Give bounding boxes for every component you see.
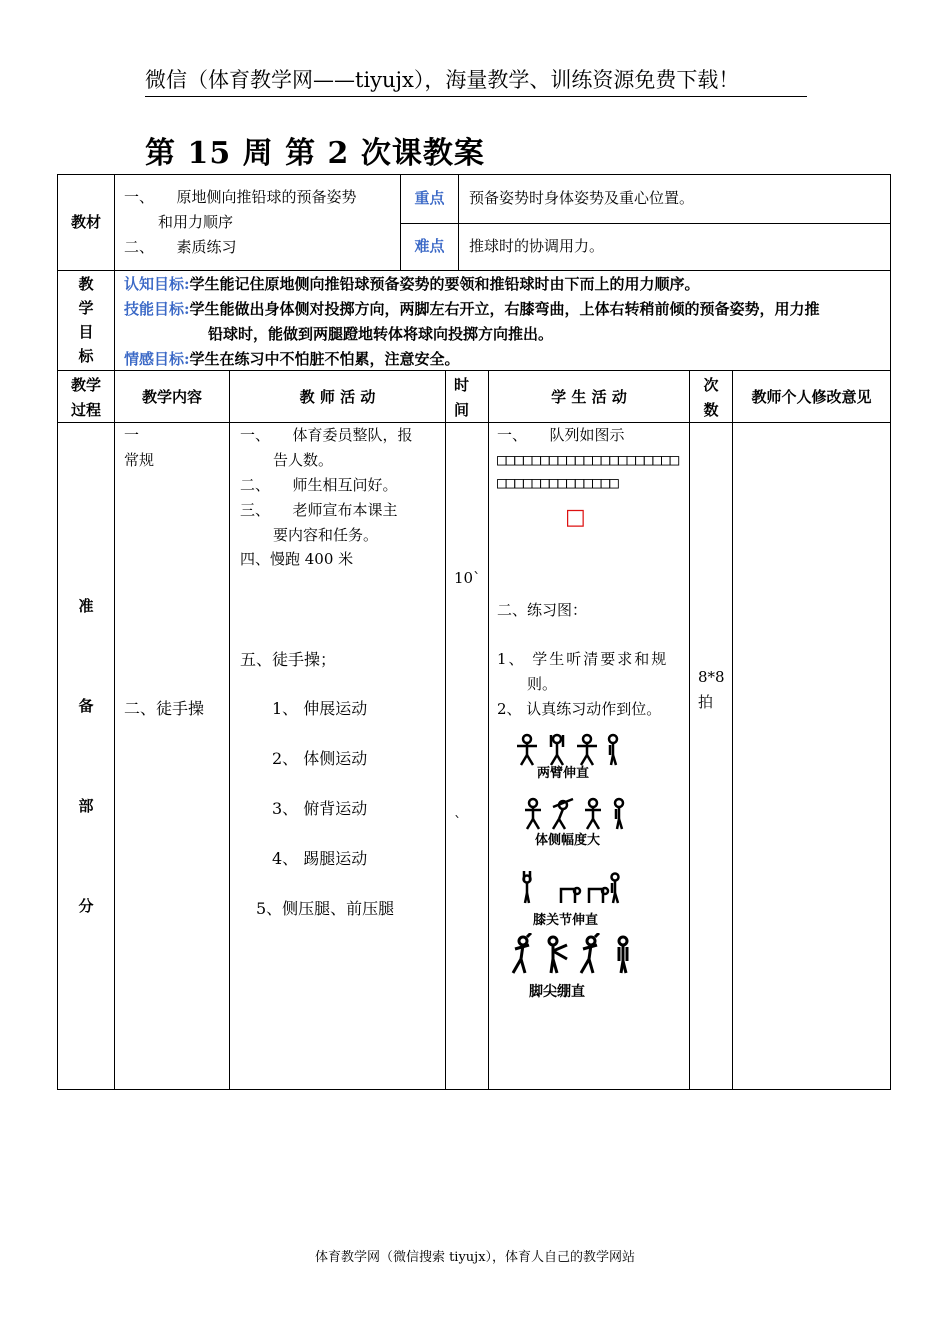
teacher-step-2: 二、 师生相互问好。 <box>240 476 398 494</box>
cognitive-objective: 认知目标:学生能记住原地侧向推铅球预备姿势的要领和推铅球时由下而上的用力顺序。 <box>124 275 700 293</box>
exercise-4: 4、 踢腿运动 <box>272 849 368 868</box>
content-item-2: 二、徒手操 <box>124 699 205 718</box>
col-count: 次 数 <box>703 376 719 419</box>
teacher-step-1-cont: 告人数。 <box>273 451 334 469</box>
content-item-1: 一 <box>124 426 140 444</box>
exercise-figure-2 <box>523 797 633 831</box>
materials-label: 教材 <box>70 213 101 231</box>
section-label-3: 部 <box>78 797 94 815</box>
exercise-2: 2、 体侧运动 <box>272 749 368 768</box>
formation-row-1: □□□□□□□□□□□□□□□□□□□□□ <box>497 450 679 469</box>
student-step-3: 1、 学生听清要求和规 <box>497 650 669 668</box>
student-step-3-cont: 则。 <box>527 675 558 693</box>
footer: 体育教学网（微信搜索 tiyujx），体育人自己的教学网站 <box>314 1250 636 1265</box>
skill-objective-cont: 铅球时，能做到两腿蹬地转体将球向投掷方向推出。 <box>208 325 554 343</box>
affective-objective: 情感目标:学生在练习中不怕脏不怕累，注意安全。 <box>124 350 460 368</box>
count-value: 8*8 <box>698 668 725 686</box>
teacher-step-4: 四、慢跑 400 米 <box>240 550 354 568</box>
difficulty-label: 难点 <box>414 237 445 255</box>
exercise-5: 5、侧压腿、前压腿 <box>256 899 395 918</box>
difficulty-text: 推球时的协调用力。 <box>469 237 605 255</box>
student-step-4: 2、 认真练习动作到位。 <box>497 700 662 718</box>
section-label-2: 备 <box>78 697 94 715</box>
key-point-label: 重点 <box>414 189 445 207</box>
col-time: 时 间 <box>454 376 470 419</box>
figure-caption-4: 脚尖绷直 <box>529 984 585 1000</box>
col-content: 教学内容 <box>141 388 202 406</box>
section-label-1: 准 <box>78 597 94 615</box>
student-step-2: 二、练习图： <box>497 601 588 619</box>
header-banner: 微信（体育教学网——tiyujx），海量教学、训练资源免费下载！ <box>145 64 807 97</box>
exercise-3: 3、 俯背运动 <box>272 799 368 818</box>
teacher-position-mark: □ <box>565 505 586 530</box>
materials-item-1: 一、 原地侧向推铅球的预备姿势 <box>124 188 357 206</box>
col-teacher: 教 师 活 动 <box>299 388 376 406</box>
materials-item-2: 二、 素质练习 <box>124 238 237 256</box>
figure-caption-1: 两臂伸直 <box>537 766 590 781</box>
formation-row-2: □□□□□□□□□□□□□□ <box>497 473 618 492</box>
skill-objective: 技能目标:学生能做出身体侧对投掷方向，两脚左右开立，右膝弯曲，上体右转稍前倾的预备姿势，用力推 <box>124 300 820 318</box>
figure-caption-3: 膝关节伸直 <box>533 913 599 928</box>
key-point-text: 预备姿势时身体姿势及重心位置。 <box>469 189 695 207</box>
page-title: 第 15 周 第 2 次课教案 <box>145 136 485 171</box>
content-item-1-label: 常规 <box>124 451 155 469</box>
objectives-label: 教 学 目 标 <box>78 275 94 365</box>
exercise-figure-1 <box>515 733 625 767</box>
time-value: 10` <box>454 569 481 587</box>
student-step-1: 一、 队列如图示 <box>497 426 625 444</box>
col-process: 教学 过程 <box>70 376 101 419</box>
teacher-step-1: 一、 体育委员整队，报 <box>240 426 413 444</box>
teacher-step-3-cont: 要内容和任务。 <box>273 526 379 544</box>
teacher-step-3: 三、 老师宣布本课主 <box>240 501 398 519</box>
section-label-4: 分 <box>78 897 94 915</box>
teacher-step-5: 五、徒手操； <box>240 650 337 669</box>
col-student: 学 生 活 动 <box>551 388 627 406</box>
figure-caption-2: 体侧幅度大 <box>535 833 601 848</box>
time-mark: ` <box>454 813 462 831</box>
materials-item-1-cont: 和用力顺序 <box>158 213 234 231</box>
exercise-figure-3 <box>517 869 627 905</box>
exercise-figure-4 <box>509 933 634 975</box>
col-notes: 教师个人修改意见 <box>751 388 872 406</box>
count-unit: 拍 <box>698 693 714 711</box>
exercise-1: 1、 伸展运动 <box>272 699 368 718</box>
